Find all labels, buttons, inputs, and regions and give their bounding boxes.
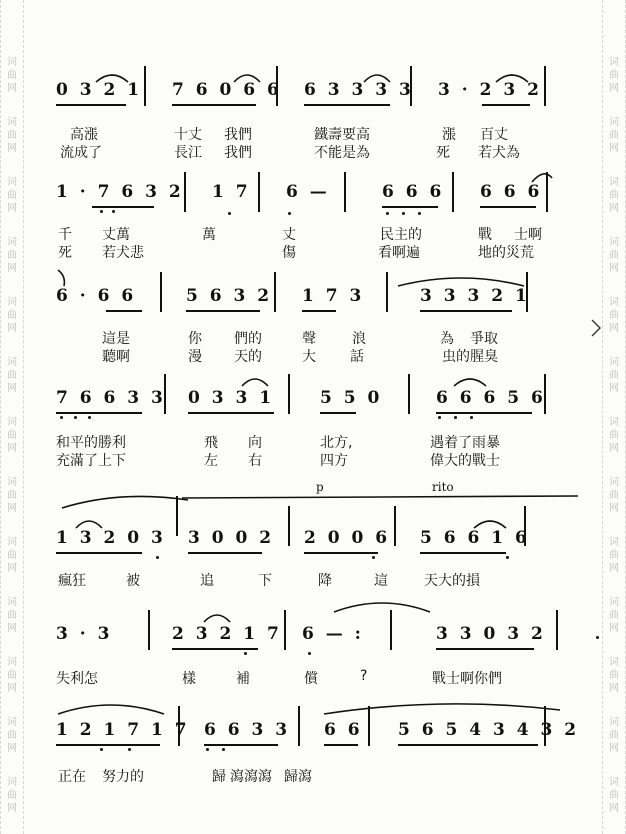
print-mark [596,636,599,639]
lyric: 們的 [234,331,262,347]
watermark-char: 网 [7,383,17,394]
watermark-char: 词 [609,237,619,248]
lyric: 補 [236,671,250,687]
lyric: 降 [318,573,332,589]
lyric: 左 [204,453,218,469]
watermark-text [606,476,622,515]
measure-notes: 6 — [286,182,330,202]
barline [298,706,300,746]
slur [322,700,562,716]
system-2 [52,170,562,262]
lyric: 和平的勝利 [56,435,126,451]
watermark-char: 网 [609,443,619,454]
lyric: 民主的 [380,227,422,243]
watermark-char: 曲 [7,70,17,81]
barline [544,66,546,106]
lyric: ? [360,668,368,684]
barline [176,496,178,536]
lyric: 戰士啊你們 [432,671,502,687]
measure-notes: 6 — : [302,624,364,644]
octave-dot [60,416,63,419]
watermark-char: 曲 [609,790,619,801]
measure-notes: 3 3 0 3 2 [436,624,546,644]
slur [232,70,262,84]
lyric: 虫的腥臭 [442,349,498,365]
measure-notes: 6 6 6 [382,182,445,202]
watermark-text [606,56,622,95]
measure-notes: 1 · 7 6 3 2 [56,182,184,202]
measure-notes: 2 0 0 6 [304,528,391,548]
lyric: 鐵壽要高 [314,127,370,143]
watermark-char: 网 [609,743,619,754]
watermark-text [4,116,20,155]
octave-dot [74,416,77,419]
octave-dot [470,416,473,419]
watermark-char: 曲 [609,490,619,501]
watermark-char: 曲 [7,130,17,141]
watermark-char: 网 [7,203,17,214]
lyric: 爭取 [470,331,498,347]
watermark-char: 网 [609,563,619,574]
watermark-text [606,236,622,275]
measure-notes: 2 3 2 1 7 [172,624,282,644]
beam [436,412,532,414]
slur [362,70,392,84]
watermark-char: 词 [7,237,17,248]
beam [56,552,142,554]
watermark-text [606,716,622,755]
lyric: 聲 [302,331,316,347]
watermark-char: 曲 [609,370,619,381]
watermark-char: 词 [609,417,619,428]
watermark-char: 词 [7,57,17,68]
measure-notes: 1 3 2 0 3 [56,528,166,548]
measure-notes: 1 7 3 [302,286,365,306]
lyric: 不能是為 [314,145,370,161]
measure-notes: 0 3 3 1 [188,388,275,408]
watermark-char: 网 [7,743,17,754]
lyric: 向 [248,435,262,451]
octave-dot [100,210,103,213]
octave-dot [418,212,421,215]
lyric: 償 [304,671,318,687]
watermark-char: 词 [7,417,17,428]
beam [172,648,258,650]
lyric: 百丈 [480,127,508,143]
watermark-char: 网 [609,683,619,694]
watermark-char: 词 [609,297,619,308]
beam [56,104,126,106]
barline [556,610,558,650]
watermark-char: 曲 [7,370,17,381]
watermark-char: 网 [7,563,17,574]
watermark-char: 曲 [7,250,17,261]
octave-dot [506,556,509,559]
watermark-char: 网 [609,803,619,814]
measure-notes: 6 6 6 [480,182,543,202]
watermark-char: 词 [609,597,619,608]
watermark-text [606,656,622,695]
phrase-line [180,492,580,504]
watermark-char: 曲 [609,130,619,141]
watermark-text [606,776,622,815]
lyric: 遇着了雨暴 [430,435,500,451]
beam [56,744,160,746]
lyric: 飛 [204,435,218,451]
measure-notes: 6 6 6 5 6 [436,388,546,408]
octave-dot [454,416,457,419]
watermark-char: 网 [7,263,17,274]
watermark-char: 网 [609,143,619,154]
measure-notes: 5 6 5 4 3 4 3 2 [398,720,580,740]
lyric: 我們 [224,127,252,143]
watermark-char: 词 [609,57,619,68]
watermark-text [4,56,20,95]
watermark-char: 曲 [7,490,17,501]
lyric: 歸瀉 [284,769,312,785]
slur [74,516,104,530]
watermark-char: 网 [7,143,17,154]
watermark-char: 词 [7,117,17,128]
watermark-text [4,656,20,695]
measure-notes: 6 6 3 3 [204,720,291,740]
watermark-char: 词 [7,717,17,728]
watermark-char: 曲 [7,670,17,681]
lyric: 天的 [234,349,262,365]
lyric: 士啊 [514,227,542,243]
watermark-char: 词 [609,357,619,368]
beam [482,104,530,106]
slur [396,274,526,288]
barline [386,272,388,312]
watermark-char: 网 [7,683,17,694]
watermark-char: 网 [609,323,619,334]
watermark-char: 网 [609,503,619,514]
beam [398,744,538,746]
watermark-text [4,776,20,815]
octave-dot [88,416,91,419]
barline [390,610,392,650]
watermark-char: 曲 [7,430,17,441]
watermark-char: 词 [7,657,17,668]
measure-notes: 1 2 1 7 1 7 [56,720,190,740]
lyric: 傷 [282,245,296,261]
measure-notes: 7 6 6 3 3 [56,388,166,408]
watermark-char: 曲 [609,670,619,681]
barline [394,506,396,546]
system-4 [52,370,562,469]
lyric: 十丈 [174,127,202,143]
barline [408,374,410,414]
lyric: 戰 [478,227,492,243]
system-1 [52,72,562,164]
lyric: 地的災荒 [478,245,534,261]
octave-dot [100,748,103,751]
slur [494,70,530,84]
watermark-text [4,296,20,335]
print-mark [590,318,602,338]
beam [436,648,534,650]
measure-notes: 0 3 2 1 [56,80,143,100]
lyric: 我們 [224,145,252,161]
beam [186,310,260,312]
measure-notes: 3 0 0 2 [188,528,275,548]
lyric: 死 [58,245,72,261]
lyric: 偉大的戰士 [430,453,500,469]
slur [56,700,166,716]
octave-dot [244,652,247,655]
lyric: 丈 [282,227,296,243]
watermark-text [4,536,20,575]
slur [202,610,232,624]
lyric: 追 [200,573,214,589]
lyric: 話 [350,349,364,365]
lyric: 漫 [188,349,202,365]
watermark-char: 曲 [609,70,619,81]
barline [148,610,150,650]
watermark-char: 词 [7,297,17,308]
measure-notes: 1 7 [212,182,251,202]
watermark-char: 网 [609,623,619,634]
watermark-char: 网 [7,443,17,454]
watermark-char: 网 [7,503,17,514]
octave-dot [308,652,311,655]
watermark-strip-right [602,0,626,834]
system-6 [52,606,562,698]
measure-notes: 3 3 3 2 1 [420,286,530,306]
barline [288,374,290,414]
lyric: 死 [436,145,450,161]
watermark-char: 词 [609,717,619,728]
watermark-char: 网 [609,83,619,94]
lyric: 漲 [442,127,456,143]
beam [92,206,154,208]
watermark-char: 曲 [609,730,619,741]
lyric: 為 [440,331,454,347]
barline [452,172,454,212]
watermark-strip-left [0,0,24,834]
measure-notes: 6 · 6 6 [56,286,137,306]
watermark-char: 曲 [7,310,17,321]
beam [188,412,274,414]
watermark-char: 词 [7,777,17,788]
octave-dot [372,556,375,559]
watermark-char: 词 [609,117,619,128]
system-3 [52,268,562,365]
barline [144,66,146,106]
watermark-char: 词 [609,477,619,488]
barline [344,172,346,212]
watermark-char: 网 [609,203,619,214]
barline [288,506,290,546]
tempo-marking: rito [432,480,454,494]
beam [420,310,512,312]
lyric: 你 [188,331,202,347]
lyric: 若犬為 [478,145,520,161]
beam [320,412,356,414]
octave-dot [402,212,405,215]
lyric: 浪 [352,331,366,347]
lyric: 丈萬 [102,227,130,243]
watermark-char: 曲 [7,610,17,621]
watermark-text [606,296,622,335]
beam [204,744,278,746]
octave-dot [386,212,389,215]
octave-dot [288,212,291,215]
slur [240,374,270,388]
lyric: 流成了 [60,145,102,161]
octave-dot [222,748,225,751]
octave-dot [206,748,209,751]
lyric: 樣 [182,671,196,687]
barline [184,172,186,212]
lyric: 失利怎 [56,671,98,687]
beam [420,552,506,554]
measure-notes: 5 6 6 1 6 [420,528,530,548]
watermark-text [606,176,622,215]
beam [172,104,256,106]
lyric: 北方, [320,435,353,451]
watermark-char: 曲 [7,730,17,741]
watermark-text [4,476,20,515]
watermark-char: 网 [7,623,17,634]
slur [94,70,130,84]
lyric: 瘋狂 [58,573,86,589]
measure-notes: 5 6 3 2 [186,286,273,306]
watermark-text [4,236,20,275]
watermark-char: 词 [7,477,17,488]
watermark-char: 网 [609,263,619,274]
barline [368,706,370,746]
beam [304,104,390,106]
measure-notes: 6 3 3 3 3 [304,80,414,100]
lyric: 這是 [102,331,130,347]
beam [304,552,378,554]
watermark-char: 词 [609,537,619,548]
watermark-char: 曲 [7,550,17,561]
lyric: 長江 [174,145,202,161]
watermark-char: 网 [609,383,619,394]
measure-notes: 3 · 2 3 2 [438,80,542,100]
watermark-char: 网 [7,803,17,814]
watermark-text [606,416,622,455]
watermark-char: 词 [7,597,17,608]
watermark-char: 曲 [609,190,619,201]
slur [60,490,190,510]
octave-dot [128,748,131,751]
watermark-text [4,176,20,215]
watermark-text [4,356,20,395]
watermark-char: 词 [609,657,619,668]
slur [530,170,554,184]
beam [302,310,336,312]
lyric: 努力的 [102,769,144,785]
beam [480,206,536,208]
slur [332,598,432,614]
watermark-text [606,116,622,155]
watermark-char: 词 [609,177,619,188]
watermark-char: 网 [7,83,17,94]
lyric: 萬 [202,227,216,243]
dynamic-marking: p [316,480,324,494]
measure-notes: 3 · 3 [56,624,113,644]
watermark-char: 曲 [609,610,619,621]
slur [452,374,488,388]
lyric: 瀉瀉瀉 [230,769,272,785]
lyric: 看啊遍 [378,245,420,261]
watermark-text [606,536,622,575]
watermark-text [606,356,622,395]
lyric: 高漲 [70,127,98,143]
lyric: 大 [302,349,316,365]
lyric: 天大的損 [424,573,480,589]
measure-notes: 5 5 0 [320,388,383,408]
watermark-text [4,596,20,635]
octave-dot [438,416,441,419]
measure-notes: 6 6 [324,720,363,740]
lyric: 歸 [212,769,226,785]
beam [106,310,142,312]
watermark-text [4,716,20,755]
watermark-char: 词 [7,537,17,548]
lyric: 下 [258,573,272,589]
beam [382,206,438,208]
system-7 [52,700,580,792]
watermark-char: 曲 [609,310,619,321]
watermark-text [606,596,622,635]
lyric: 這 [374,573,388,589]
lyric: 若犬悲 [102,245,144,261]
watermark-char: 曲 [609,430,619,441]
lyric: 充滿了上下 [56,453,126,469]
lyric: 千 [58,227,72,243]
watermark-char: 曲 [609,550,619,561]
beam [188,552,262,554]
watermark-char: 曲 [609,250,619,261]
system-5 [52,476,562,589]
barline [258,172,260,212]
watermark-text [4,416,20,455]
watermark-char: 词 [7,177,17,188]
watermark-char: 曲 [7,190,17,201]
measure-notes: 7 6 0 6 6 [172,80,282,100]
lyric: 正在 [58,769,86,785]
lyric: 被 [126,573,140,589]
watermark-char: 曲 [7,790,17,801]
barline [284,610,286,650]
lyric: 四方 [320,453,348,469]
beam [324,744,358,746]
watermark-char: 网 [7,323,17,334]
watermark-char: 词 [7,357,17,368]
barline [160,272,162,312]
octave-dot [156,556,159,559]
barline [274,272,276,312]
octave-dot [228,212,231,215]
beam [56,412,142,414]
watermark-char: 词 [609,777,619,788]
lyric: 右 [248,453,262,469]
octave-dot [112,210,115,213]
slur [472,516,508,530]
lyric: 聽啊 [102,349,130,365]
